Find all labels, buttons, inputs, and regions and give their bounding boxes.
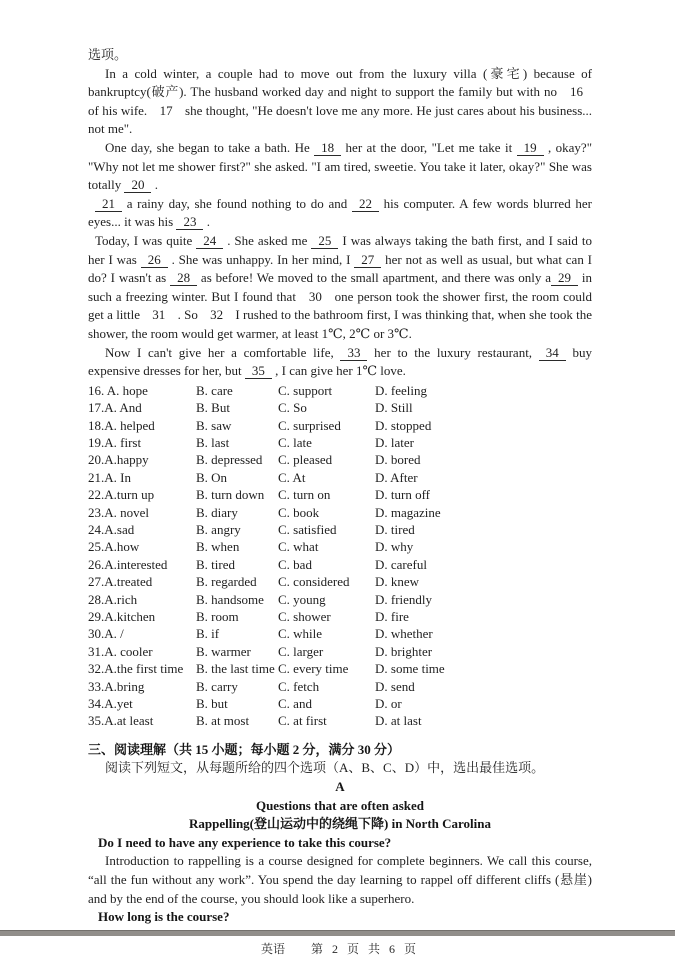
- cloze-blank: 23: [176, 214, 203, 230]
- option-17-b: B. But: [196, 400, 230, 416]
- option-17-a: 17.A. And: [88, 400, 142, 416]
- option-26-d: D. careful: [375, 556, 427, 572]
- option-row-26: [88, 556, 592, 573]
- cloze-blank: 35: [245, 363, 272, 379]
- cloze-paragraph-5: Now I can't give her a comfortable life, 33 her to the luxury restaurant, 34 buy expensive dresses for her, but 35 , I can give her 1℃ love.: [88, 344, 592, 379]
- cloze-gap: 32: [210, 307, 224, 323]
- option-18-c: C. surprised: [278, 417, 341, 433]
- cloze-paragraph-1: In a cold winter, a couple had to move out from the luxury villa (豪宅) because of bankruptcy(破产). The husband worked day and night to support the family but with no 16 of his wife. 17 she thought, "He doesn't love me any more. He just cares about his business... not me".: [88, 65, 592, 137]
- option-17-c: C. So: [278, 400, 307, 416]
- option-23-b: B. diary: [196, 504, 238, 520]
- option-32-a: 32.A.the first time: [88, 661, 184, 677]
- option-32-d: D. some time: [375, 661, 445, 677]
- option-33-b: B. carry: [196, 678, 238, 694]
- option-20-b: B. depressed: [196, 452, 263, 468]
- option-35-c: C. at first: [278, 713, 327, 729]
- cloze-blank: 27: [354, 252, 381, 268]
- option-28-d: D. friendly: [375, 591, 433, 607]
- option-27-d: D. knew: [375, 574, 420, 590]
- option-28-b: B. handsome: [196, 591, 264, 607]
- option-row-30: [88, 625, 592, 642]
- option-22-a: 22.A.turn up: [88, 487, 155, 503]
- option-row-17: [88, 399, 592, 416]
- option-row-18: [88, 417, 592, 434]
- option-31-d: D. brighter: [375, 643, 433, 659]
- option-18-a: 18.A. helped: [88, 417, 155, 433]
- option-34-d: D. or: [375, 696, 402, 711]
- cloze-gap: 30: [308, 288, 322, 304]
- option-19-a: 19.A. first: [88, 434, 142, 450]
- cloze-blank: 25: [311, 233, 338, 249]
- option-16-b: B. care: [196, 382, 233, 398]
- option-33-d: D. send: [375, 678, 415, 694]
- option-20-c: C. pleased: [278, 452, 333, 468]
- footer-page-number: 第 2 页 共 6 页: [311, 941, 420, 956]
- option-21-c: C. At: [278, 469, 306, 485]
- option-25-c: C. what: [278, 539, 319, 555]
- option-row-27: [88, 573, 592, 590]
- option-23-d: D. magazine: [375, 504, 441, 520]
- option-22-b: B. turn down: [196, 487, 265, 503]
- option-24-c: C. satisfied: [278, 521, 337, 537]
- option-34-c: C. and: [278, 696, 312, 711]
- option-row-22: [88, 486, 592, 503]
- cloze-blank: 28: [170, 270, 197, 286]
- option-30-c: C. while: [278, 626, 323, 642]
- option-row-19: [88, 434, 592, 451]
- cloze-blank: 18: [314, 140, 341, 156]
- option-18-b: B. saw: [196, 417, 232, 433]
- cloze-gap: 16: [570, 84, 583, 100]
- option-30-d: D. whether: [375, 626, 433, 642]
- option-22-d: D. turn off: [375, 487, 431, 503]
- option-24-d: D. tired: [375, 521, 415, 537]
- option-17-d: D. Still: [375, 400, 413, 416]
- option-35-b: B. at most: [196, 713, 250, 729]
- option-33-c: C. fetch: [278, 678, 320, 694]
- option-row-28: [88, 591, 592, 608]
- cloze-blank: 34: [539, 345, 566, 361]
- option-27-c: C. considered: [278, 574, 350, 590]
- option-row-16: [88, 382, 592, 399]
- reading-section-title: 三、阅读理解（共 15 小题；每小题 2 分，满分 30 分）: [88, 741, 401, 757]
- cloze-blank: 24: [196, 233, 223, 249]
- footer-subject: 英语: [260, 941, 285, 956]
- option-26-a: 26.A.interested: [88, 556, 168, 572]
- cloze-blank: 20: [124, 177, 151, 193]
- passage-paragraph-1: Introduction to rappelling is a course designed for complete beginners. We call this course, “all the fun without any work”. You spend the day learning to rappel off different cliffs (悬崖) and by the end of the course, you should look like a superhero.: [88, 853, 592, 906]
- option-29-a: 29.A.kitchen: [88, 608, 156, 624]
- option-25-d: D. why: [375, 539, 414, 555]
- lead-in-text: 选项。: [88, 47, 128, 62]
- option-34-a: 34.A.yet: [88, 696, 133, 711]
- option-16-a: 16. A. hope: [88, 382, 148, 398]
- passage-heading-2: Rappelling(登山运动中的绕绳下降) in North Carolina: [188, 816, 492, 832]
- scan-bottom-edge: [0, 930, 675, 936]
- option-row-23: [88, 504, 592, 521]
- option-21-a: 21.A. In: [88, 469, 131, 485]
- option-row-35: [88, 712, 592, 729]
- option-31-b: B. warmer: [196, 643, 251, 659]
- option-29-d: D. fire: [375, 608, 409, 624]
- option-row-24: [88, 521, 592, 538]
- option-row-25: [88, 538, 592, 555]
- option-24-b: B. angry: [196, 521, 241, 537]
- option-24-a: 24.A.sad: [88, 521, 135, 537]
- passage-heading-1: Questions that are often asked: [255, 797, 425, 813]
- option-25-a: 25.A.how: [88, 539, 140, 555]
- cloze-blank: 22: [352, 196, 379, 212]
- option-29-c: C. shower: [278, 608, 331, 624]
- option-30-b: B. if: [196, 626, 220, 642]
- cloze-blank: 29: [551, 270, 578, 286]
- option-16-c: C. support: [278, 382, 333, 398]
- reading-instruction: 阅读下列短文，从每题所给的四个选项（A、B、C、D）中，选出最佳选项。: [105, 760, 545, 776]
- option-25-b: B. when: [196, 539, 240, 555]
- cloze-paragraph-3: 21 a rainy day, she found nothing to do and 22 his computer. A few words blurred her eyes... it was his 23 .: [88, 195, 592, 230]
- option-31-c: C. larger: [278, 643, 324, 659]
- cloze-blank: 21: [95, 196, 122, 212]
- option-23-c: C. book: [278, 504, 320, 520]
- option-33-a: 33.A.bring: [88, 678, 145, 694]
- passage-label: A: [335, 779, 345, 794]
- option-row-21: [88, 469, 592, 486]
- option-row-20: [88, 451, 592, 468]
- option-row-33: [88, 678, 592, 695]
- option-row-29: [88, 608, 592, 625]
- cloze-blank: 19: [517, 140, 544, 156]
- option-35-d: D. at last: [375, 713, 422, 729]
- option-34-b: B. but: [196, 696, 228, 711]
- option-19-b: B. last: [196, 434, 230, 450]
- cloze-paragraph-2: One day, she began to take a bath. He 18 her at the door, "Let me take it 19 , okay?" "Why not let me shower first?" she asked. "I am tired, sweetie. You take it later, okay?" She was totally 20 .: [88, 139, 592, 193]
- option-28-a: 28.A.rich: [88, 591, 138, 607]
- exam-page-content: [88, 46, 592, 958]
- option-row-34: [88, 695, 592, 712]
- option-19-d: D. later: [375, 434, 414, 450]
- option-21-d: D. After: [375, 469, 418, 485]
- option-35-a: 35.A.at least: [88, 713, 154, 729]
- option-row-31: [88, 643, 592, 660]
- option-29-b: B. room: [196, 608, 239, 624]
- option-27-a: 27.A.treated: [88, 574, 153, 590]
- option-32-c: C. every time: [278, 661, 349, 677]
- cloze-blank: 26: [141, 252, 168, 268]
- passage-question-2: How long is the course?: [98, 909, 230, 925]
- option-31-a: 31.A. cooler: [88, 643, 153, 659]
- option-26-b: B. tired: [196, 556, 235, 572]
- option-16-d: D. feeling: [375, 382, 427, 398]
- page-footer: [88, 940, 592, 958]
- cloze-gap: 31: [152, 307, 166, 323]
- option-28-c: C. young: [278, 591, 326, 607]
- cloze-paragraph-4: Today, I was quite 24 . She asked me 25 I was always taking the bath first, and I said to her I was 26 . She was unhappy. In her mind, I 27 her not as well as usual, but what can I do? I wasn't as 28 as before! We moved to the small apartment, and there was only a 29 in such a freezing winter. But I found that 30 one person took the shower first, the room could get a little 31 . So 32 I rushed to the bathroom first, I was thinking that, when she took the shower, the room would get warmer, at least 1℃, 2℃ or 3℃.: [88, 232, 593, 341]
- option-23-a: 23.A. novel: [88, 504, 150, 520]
- cloze-options-table: [88, 382, 592, 730]
- option-row-32: [88, 660, 592, 677]
- option-18-d: D. stopped: [375, 417, 432, 433]
- cloze-gap: 17: [159, 102, 173, 118]
- option-19-c: C. late: [278, 434, 312, 450]
- option-22-c: C. turn on: [278, 487, 331, 503]
- option-20-a: 20.A.happy: [88, 452, 149, 468]
- option-21-b: B. On: [196, 469, 228, 485]
- option-32-b: B. the last time: [196, 661, 275, 677]
- passage-question-1: Do I need to have any experience to take this course?: [98, 834, 392, 850]
- cloze-blank: 33: [340, 345, 367, 361]
- option-30-a: 30.A. /: [88, 626, 124, 642]
- option-20-d: D. bored: [375, 452, 421, 468]
- option-27-b: B. regarded: [196, 574, 257, 590]
- option-26-c: C. bad: [278, 556, 312, 572]
